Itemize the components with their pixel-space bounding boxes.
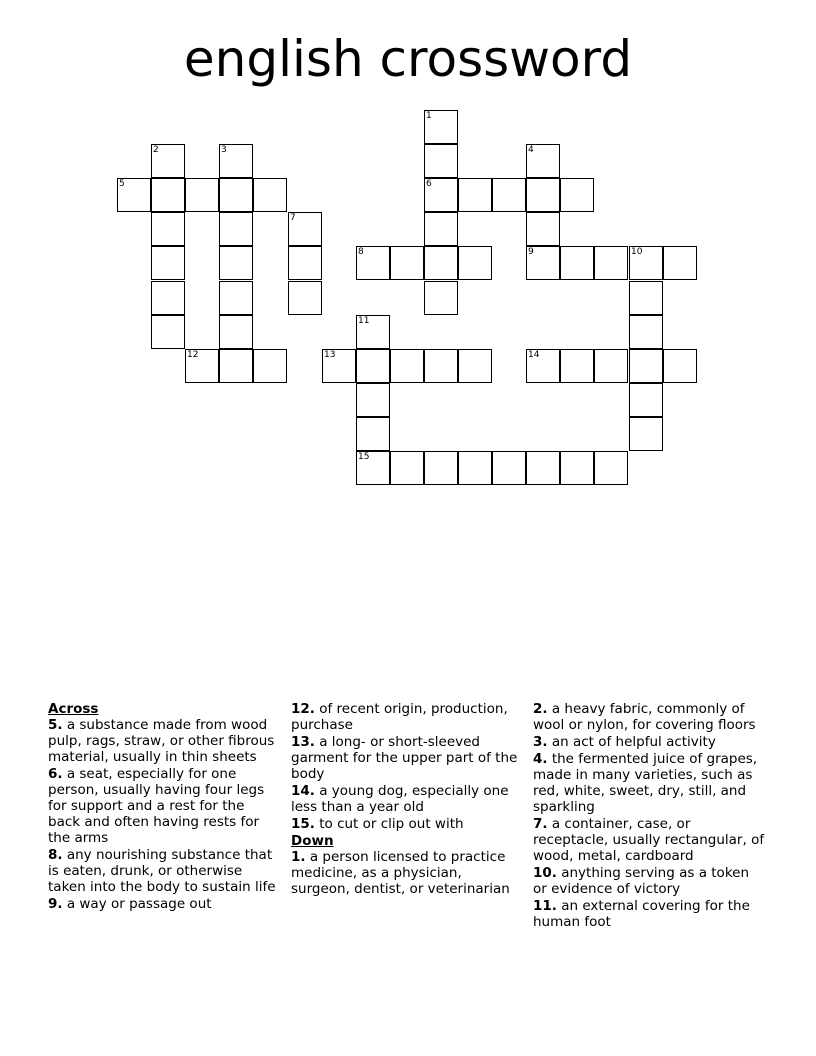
grid-cell[interactable] [560, 178, 594, 212]
grid-cell[interactable] [219, 144, 253, 178]
clue-number: 8 [358, 247, 364, 257]
across-clue [291, 734, 523, 782]
grid-cell[interactable] [594, 451, 628, 485]
grid-cell[interactable] [219, 349, 253, 383]
clue-number: 14 [528, 350, 540, 360]
clue-text: a substance made from wood pulp, rags, straw, or other fibrous material, usually in thin sheets [48, 717, 275, 765]
grid-cell[interactable] [356, 417, 390, 451]
clue-number-label: 11. [533, 898, 557, 914]
grid-cell[interactable] [219, 178, 253, 212]
grid-cell[interactable] [117, 178, 151, 212]
clue-number-label: 1. [291, 849, 306, 865]
grid-cell[interactable] [629, 246, 663, 280]
clue-text: a container, case, or receptacle, usually rectangular, of wood, metal, cardboard [533, 816, 765, 864]
grid-cell[interactable] [356, 246, 390, 280]
crossword-grid [0, 0, 816, 500]
grid-cell[interactable] [219, 281, 253, 315]
clue-number-label: 14. [291, 783, 315, 799]
down-clue [291, 849, 523, 897]
grid-cell[interactable] [458, 178, 492, 212]
grid-cell[interactable] [424, 178, 458, 212]
down-clue [533, 898, 765, 930]
clue-text: any nourishing substance that is eaten, drunk, or otherwise taken into the body to sustain life [48, 847, 276, 895]
grid-cell[interactable] [560, 246, 594, 280]
clue-number-label: 6. [48, 766, 63, 782]
grid-cell[interactable] [390, 246, 424, 280]
grid-cell[interactable] [288, 281, 322, 315]
grid-cell[interactable] [151, 178, 185, 212]
clue-number: 3 [221, 145, 227, 155]
clue-number: 13 [324, 350, 336, 360]
clue-number-label: 9. [48, 896, 63, 912]
grid-cell[interactable] [424, 246, 458, 280]
clue-number-label: 8. [48, 847, 63, 863]
grid-cell[interactable] [253, 178, 287, 212]
grid-cell[interactable] [629, 349, 663, 383]
grid-cell[interactable] [629, 315, 663, 349]
clue-text: the fermented juice of grapes, made in many varieties, such as red, white, sweet, dry, still, and sparkling [533, 751, 758, 815]
clue-number: 6 [426, 179, 432, 189]
grid-cell[interactable] [424, 144, 458, 178]
down-clue [533, 734, 765, 750]
clue-text: a seat, especially for one person, usually having four legs for support and a rest for the back and often having rests for the arms [48, 766, 265, 846]
grid-cell[interactable] [390, 451, 424, 485]
across-clue [291, 701, 523, 733]
across-clue [48, 766, 280, 846]
clue-column-2 [291, 701, 523, 898]
grid-cell[interactable] [151, 315, 185, 349]
grid-cell[interactable] [322, 349, 356, 383]
grid-cell[interactable] [594, 246, 628, 280]
grid-cell[interactable] [594, 349, 628, 383]
grid-cell[interactable] [219, 315, 253, 349]
grid-cell[interactable] [526, 451, 560, 485]
page-title: english crossword [183, 30, 633, 88]
clue-number: 1 [426, 111, 432, 121]
grid-cell[interactable] [288, 212, 322, 246]
clue-text: a heavy fabric, commonly of wool or nylon, for covering floors [533, 701, 756, 733]
grid-cell[interactable] [629, 417, 663, 451]
grid-cell[interactable] [424, 451, 458, 485]
grid-cell[interactable] [356, 383, 390, 417]
grid-cell[interactable] [219, 212, 253, 246]
grid-cell[interactable] [458, 349, 492, 383]
clue-number: 10 [631, 247, 643, 257]
grid-cell[interactable] [356, 451, 390, 485]
clue-number-label: 10. [533, 865, 557, 881]
clue-number-label: 3. [533, 734, 548, 750]
grid-cell[interactable] [151, 212, 185, 246]
clue-number-label: 5. [48, 717, 63, 733]
grid-cell[interactable] [356, 315, 390, 349]
grid-cell[interactable] [151, 281, 185, 315]
clue-number: 9 [528, 247, 534, 257]
clue-number: 7 [290, 213, 296, 223]
clue-text: of recent origin, production, purchase [291, 701, 508, 733]
grid-cell[interactable] [253, 349, 287, 383]
grid-cell[interactable] [492, 178, 526, 212]
clue-text: an external covering for the human foot [533, 898, 750, 930]
across-clue [291, 783, 523, 815]
grid-cell[interactable] [526, 246, 560, 280]
grid-cell[interactable] [560, 349, 594, 383]
across-heading: Across [48, 701, 99, 717]
down-heading: Down [291, 833, 334, 849]
grid-cell[interactable] [560, 451, 594, 485]
grid-cell[interactable] [492, 451, 526, 485]
clue-column-1 [48, 701, 280, 913]
grid-cell[interactable] [526, 178, 560, 212]
clue-text: a person licensed to practice medicine, as a physician, surgeon, dentist, or veterinarian [291, 849, 510, 897]
clue-number: 15 [358, 452, 370, 462]
grid-cell[interactable] [185, 178, 219, 212]
clue-number-label: 15. [291, 816, 315, 832]
clue-text: an act of helpful activity [551, 734, 716, 750]
clue-text: to cut or clip out with [319, 816, 464, 832]
clue-text: anything serving as a token or evidence of victory [533, 865, 750, 897]
grid-cell[interactable] [458, 451, 492, 485]
grid-cell[interactable] [356, 349, 390, 383]
clue-text: a young dog, especially one less than a year old [291, 783, 509, 815]
clue-number: 2 [153, 145, 159, 155]
grid-cell[interactable] [629, 383, 663, 417]
clue-number-label: 12. [291, 701, 315, 717]
grid-cell[interactable] [663, 349, 697, 383]
across-clue [48, 896, 280, 912]
down-clue [533, 701, 765, 733]
grid-cell[interactable] [151, 144, 185, 178]
grid-cell[interactable] [424, 349, 458, 383]
clue-text: a long- or short-sleeved garment for the upper part of the body [291, 734, 518, 782]
clue-number: 12 [187, 350, 199, 360]
grid-cell[interactable] [424, 212, 458, 246]
grid-cell[interactable] [526, 212, 560, 246]
clue-number-label: 13. [291, 734, 315, 750]
grid-cell[interactable] [458, 246, 492, 280]
across-clue [48, 717, 280, 765]
clue-number: 5 [119, 179, 125, 189]
grid-cell[interactable] [526, 349, 560, 383]
grid-cell[interactable] [151, 246, 185, 280]
grid-cell[interactable] [663, 246, 697, 280]
down-clue [533, 865, 765, 897]
grid-cell[interactable] [526, 144, 560, 178]
grid-cell[interactable] [219, 246, 253, 280]
clue-number-label: 2. [533, 701, 548, 717]
down-clue [533, 751, 765, 815]
grid-cell[interactable] [629, 281, 663, 315]
across-clue [291, 816, 523, 832]
clue-text: a way or passage out [66, 896, 212, 912]
grid-cell[interactable] [424, 281, 458, 315]
grid-cell[interactable] [424, 110, 458, 144]
grid-cell[interactable] [288, 246, 322, 280]
clue-column-3 [533, 701, 765, 931]
across-clue [48, 847, 280, 895]
clue-number: 11 [358, 316, 370, 326]
clue-number: 4 [528, 145, 534, 155]
grid-cell[interactable] [185, 349, 219, 383]
down-clue [533, 816, 765, 864]
clue-number-label: 4. [533, 751, 548, 767]
grid-cell[interactable] [390, 349, 424, 383]
clue-number-label: 7. [533, 816, 548, 832]
